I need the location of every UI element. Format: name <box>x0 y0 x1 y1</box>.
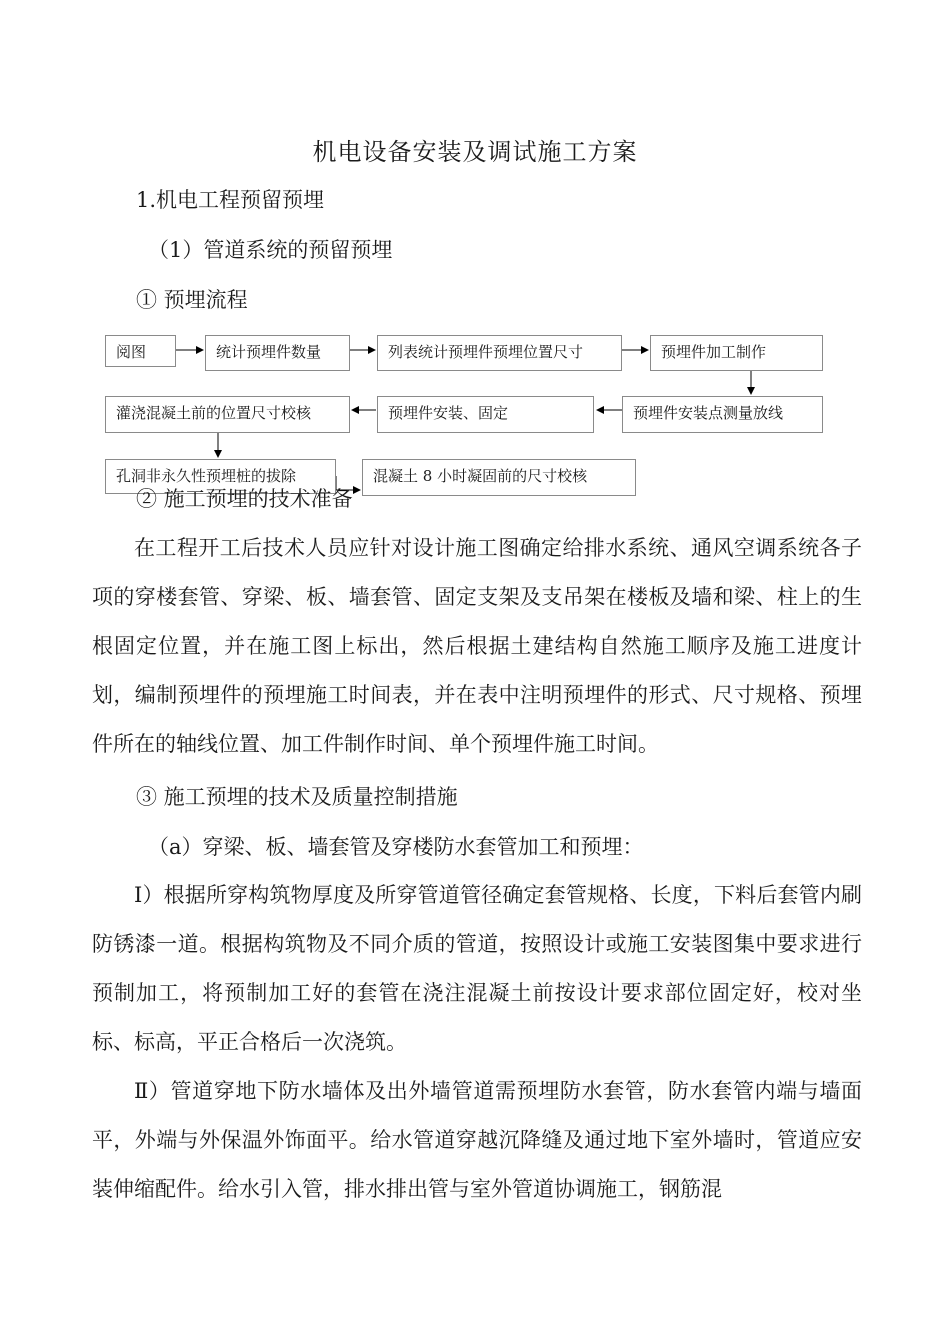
process-flowchart <box>0 0 950 520</box>
item-heading-quality-control: ③ 施工预埋的技术及质量控制措施 <box>136 785 458 809</box>
flow-step-pre-pour-check: 灌浇混凝土前的位置尺寸校核 <box>105 396 350 433</box>
flow-step-list-positions: 列表统计预埋件预埋位置尺寸 <box>377 335 622 371</box>
subsection-heading: （1）管道系统的预留预埋 <box>148 238 393 262</box>
paragraph-sleeve-process: Ⅰ）根据所穿构筑物厚度及所穿管道管径确定套管规格、长度，下料后套管内刷防锈漆一道。根据构筑物及不同介质的管道，按照设计或施工安装图集中要求进行预制加工，将预制加工好的套管在浇注混凝土前按设计要求部位固定好，校对坐标、标高，平正合格后一次浇筑。 <box>92 883 862 1054</box>
flow-step-count-parts: 统计预埋件数量 <box>205 335 350 371</box>
section-heading: 1.机电工程预留预埋 <box>136 188 325 212</box>
flowchart-arrows <box>0 0 950 520</box>
item-heading-flow: ① 预埋流程 <box>136 288 248 312</box>
flow-step-read-drawings: 阅图 <box>105 335 176 367</box>
subitem-heading-sleeves: （a）穿梁、板、墙套管及穿楼防水套管加工和预埋： <box>148 835 644 859</box>
document-title: 机电设备安装及调试施工方案 <box>312 138 638 166</box>
flow-step-install-fix: 预埋件安装、固定 <box>377 396 594 433</box>
item-heading-tech-prep: ② 施工预埋的技术准备 <box>136 487 353 511</box>
flow-step-fabrication: 预埋件加工制作 <box>650 335 823 371</box>
paragraph-tech-prep: 在工程开工后技术人员应针对设计施工图确定给排水系统、通风空调系统各子项的穿楼套管、穿梁、板、墙套管、固定支架及支吊架在楼板及墙和梁、柱上的生根固定位置，并在施工图上标出，然后根据土建结构自然施工顺序及施工进度计划，编制预埋件的预埋施工时间表，并在表中注明预埋件的形式、尺寸规格、预埋件所在的轴线位置、加工件制作时间、单个预埋件施工时间。 <box>92 536 862 756</box>
flow-step-8h-check: 混凝土 8 小时凝固前的尺寸校核 <box>362 459 636 496</box>
flow-step-remove-stakes: 孔洞非永久性预埋桩的拔除 <box>105 459 336 494</box>
flow-step-survey-layout: 预埋件安装点测量放线 <box>622 396 823 433</box>
paragraph-waterproof-sleeve: Ⅱ）管道穿地下防水墙体及出外墙管道需预埋防水套管，防水套管内端与墙面平，外端与外保温外饰面平。给水管道穿越沉降缝及通过地下室外墙时，管道应安装伸缩配件。给水引入管，排水排出管与室外管道协调施工，钢筋混 <box>92 1079 862 1201</box>
